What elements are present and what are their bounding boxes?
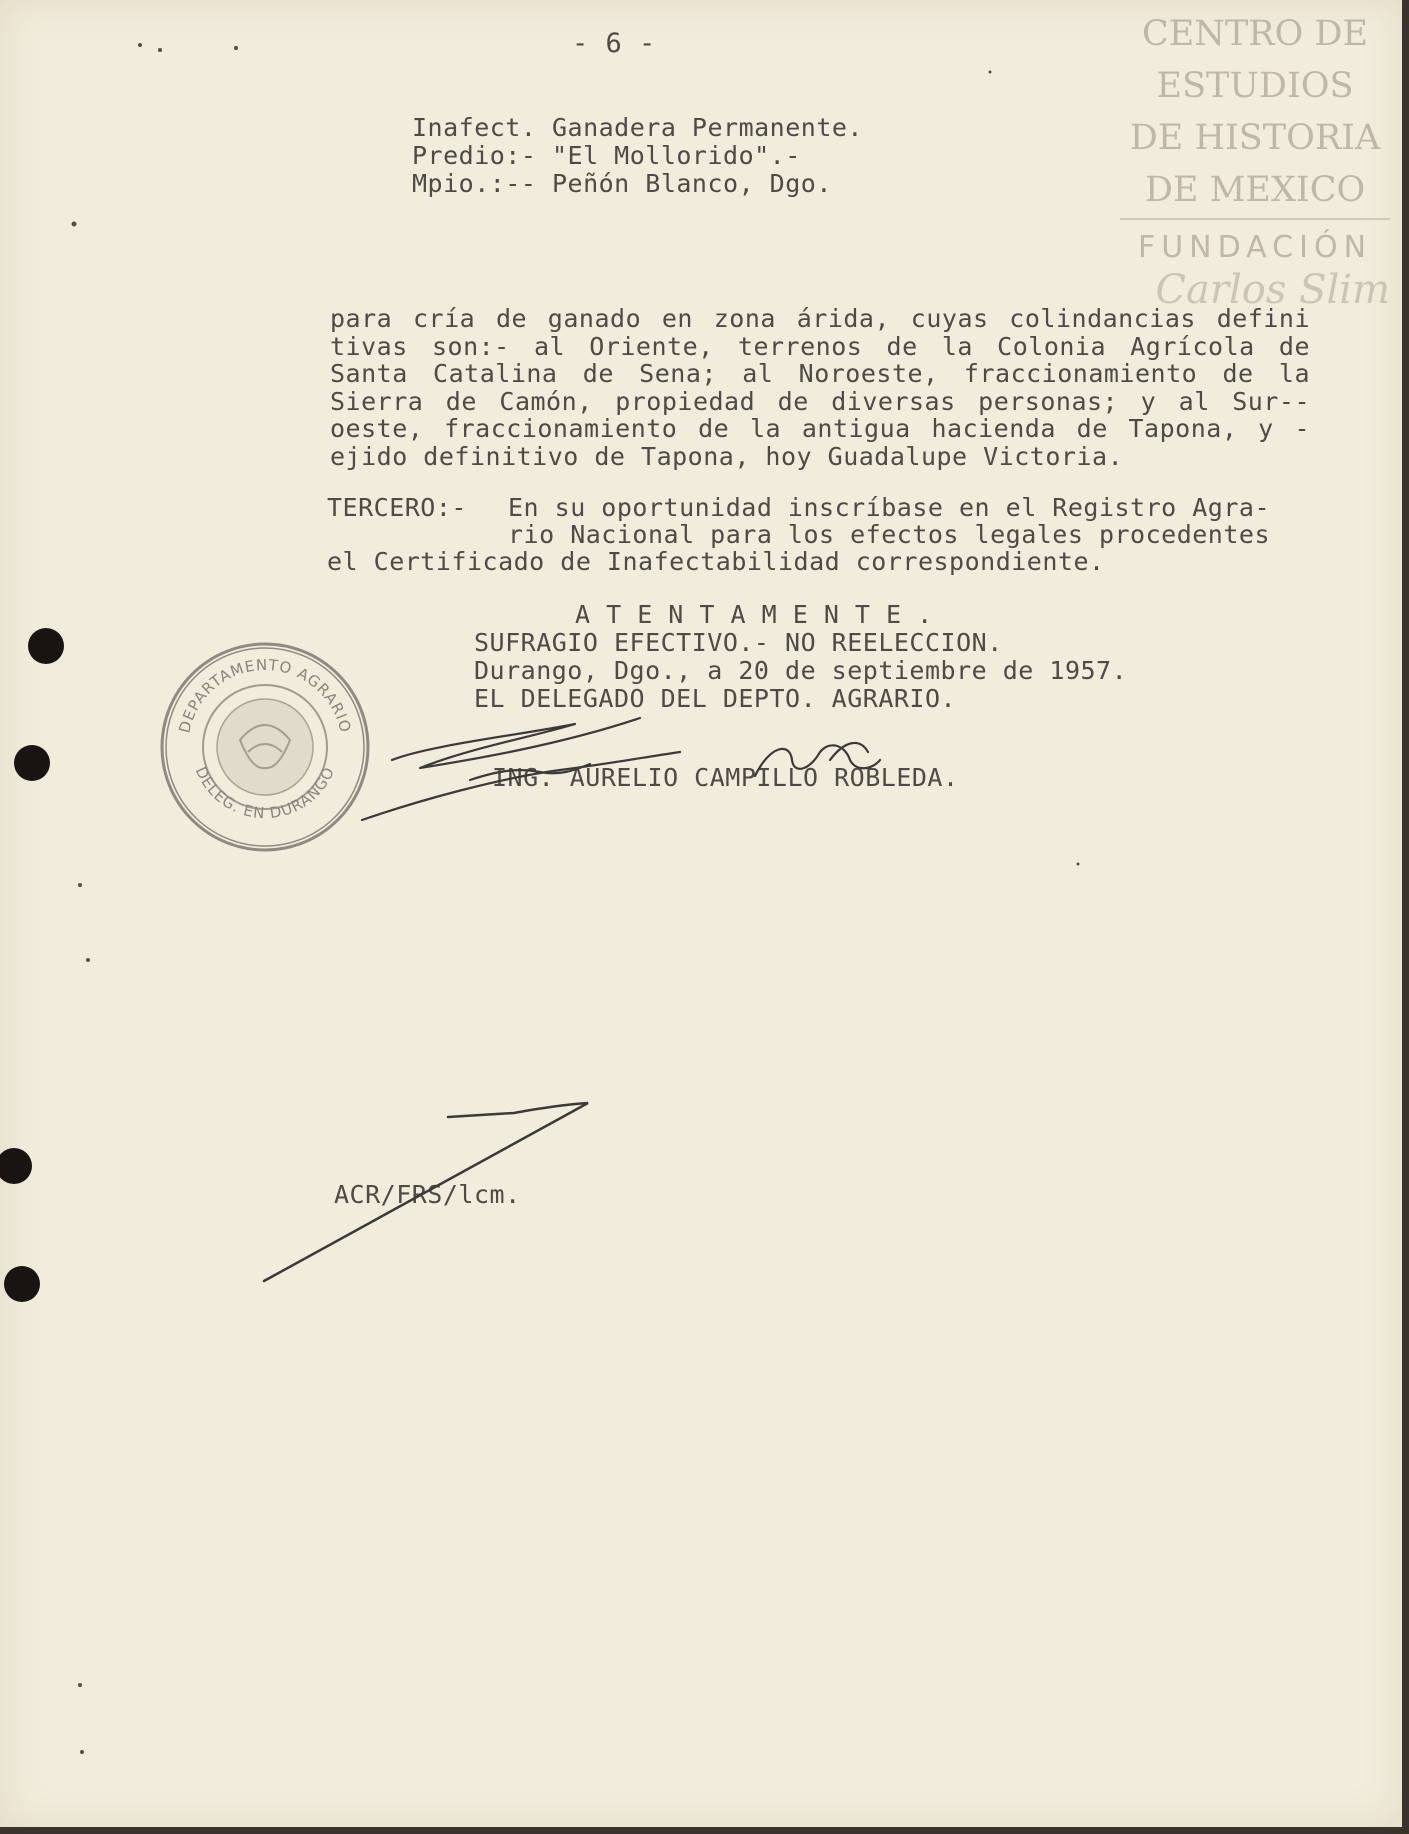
page-number: - 6 -: [572, 28, 656, 59]
tercero-label: TERCERO:-: [327, 493, 467, 522]
punch-hole-2: [14, 745, 50, 781]
closing-place-date: Durango, Dgo., a 20 de septiembre de 1957.: [474, 656, 1128, 685]
watermark-signature: Carlos Slim: [1155, 267, 1390, 313]
paper-specks: [72, 43, 1080, 1754]
watermark-line-4: DE MEXICO: [1144, 170, 1366, 210]
watermark-foundation: FUNDACIÓN: [1137, 230, 1373, 265]
tercero-text: En su oportunidad inscríbase en el Registro Agra- rio Nacional para los efectos legales procedentes: [508, 493, 1271, 549]
archive-watermark: [1120, 8, 1390, 312]
closing-motto: SUFRAGIO EFECTIVO.- NO REELECCION.: [474, 628, 1003, 657]
signer-name: ING. AURELIO CAMPILLO ROBLEDA.: [492, 763, 959, 792]
reference-initials: ACR/FRS/lcm.: [334, 1180, 521, 1209]
boundaries-paragraph: para cría de ganado en zona árida, cuyas colindancias defini tivas son:- al Oriente, terrenos de la Colonia Agrícola de Santa Catalina de Sena; al Noroeste, fraccionamiento de la Sierra de Camón, propiedad de diversas personas; y al Sur--oeste, fraccionamiento de la antigua hacienda de Tapona, y - ejido definitivo de Tapona, hoy Guadalupe Victoria.: [330, 304, 1310, 471]
tercero-last-line: el Certificado de Inafectabilidad correspondiente.: [327, 547, 1105, 576]
reference-line-exemption: Inafect. Ganadera Permanente.: [412, 113, 863, 142]
watermark-line-3: DE HISTORIA: [1129, 118, 1381, 158]
watermark-divider: [1120, 218, 1390, 220]
reference-line-property: Predio:- "El Mollorido".-: [412, 141, 801, 170]
closing-delegate-title: EL DELEGADO DEL DEPTO. AGRARIO.: [474, 684, 957, 713]
watermark-line-2: ESTUDIOS: [1156, 66, 1354, 106]
punch-hole-1: [28, 628, 64, 664]
watermark-line-1: CENTRO DE: [1141, 14, 1369, 54]
signature-scrawl: [362, 718, 880, 820]
scan-edge-bottom: [0, 1827, 1409, 1834]
reference-line-municipality: Mpio.:-- Peñón Blanco, Dgo.: [412, 169, 832, 198]
closing-atentamente: A T E N T A M E N T E .: [575, 600, 933, 629]
seal-bottom-text: DELEG. EN DURANGO: [191, 763, 339, 823]
checkmark-stroke: [264, 1103, 588, 1281]
seal-top-text: DEPARTAMENTO AGRARIO: [175, 655, 355, 735]
scan-edge-right: [1402, 0, 1409, 1834]
punch-hole-4: [4, 1266, 40, 1302]
